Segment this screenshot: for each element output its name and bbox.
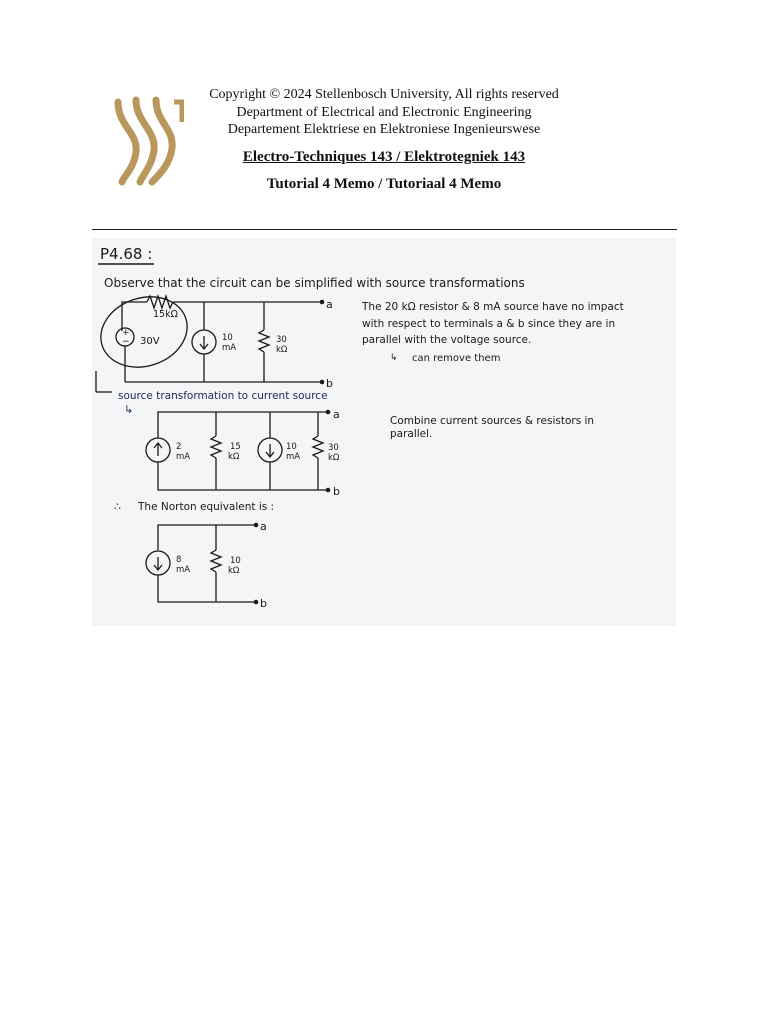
arrow-remove: ↳ (390, 353, 398, 363)
source-2ma-unit: mA (176, 452, 191, 462)
terminal-a-label: a (326, 298, 333, 311)
note-remove: can remove them (412, 353, 501, 364)
norton-resistor-unit: kΩ (228, 566, 240, 576)
department-english: Department of Electrical and Electronic Engineering (236, 104, 532, 120)
note-line-3: parallel with the voltage source. (362, 334, 532, 346)
norton-current-value: 8 (176, 555, 182, 565)
current-source-value: 10 (222, 333, 233, 343)
stellenbosch-logo (112, 96, 184, 186)
resistor-15k-unit: kΩ (228, 452, 240, 462)
combine-line-1: Combine current sources & resistors in (390, 415, 595, 427)
transform-text: source transformation to current source (118, 390, 328, 402)
minus-sign: − (122, 337, 130, 347)
terminal-a-label-2: a (333, 408, 340, 421)
norton-text: The Norton equivalent is : (138, 501, 275, 513)
tutorial-title: Tutorial 4 Memo / Tutoriaal 4 Memo (266, 175, 502, 192)
resistor-30k-unit: kΩ (328, 453, 340, 463)
parallel-resistor-unit: kΩ (276, 345, 288, 355)
terminal-b-label-3: b (260, 597, 267, 610)
norton-current-unit: mA (176, 565, 191, 575)
problem-label: P4.68 : (100, 245, 153, 263)
observe-text: Observe that the circuit can be simplified with source transformations (104, 276, 525, 290)
terminal-a-label-3: a (260, 520, 267, 533)
combine-line-2: parallel. (390, 428, 433, 440)
parallel-resistor-value: 30 (276, 335, 287, 345)
header-divider (92, 229, 677, 230)
terminal-b-label: b (326, 377, 333, 390)
source-2ma-value: 2 (176, 442, 182, 452)
voltage-source-label: 30V (140, 336, 160, 347)
department-afrikaans: Departement Elektriese en Elektroniese Ingenieurswese (227, 122, 541, 137)
terminal-b-label-2: b (333, 485, 340, 498)
current-source-unit: mA (222, 343, 237, 353)
document-header (190, 86, 578, 193)
copyright-line: Copyright © 2024 Stellenbosch University, All rights reserved (209, 87, 559, 102)
plus-sign: + (122, 328, 130, 338)
norton-resistor-value: 10 (230, 556, 241, 566)
source-10ma-value: 10 (286, 442, 297, 452)
therefore-symbol: ∴ (114, 500, 121, 513)
series-resistor-label: 15kΩ (153, 309, 178, 320)
handwritten-memo (92, 238, 676, 626)
note-line-1: The 20 kΩ resistor & 8 mA source have no impact (362, 301, 624, 313)
resistor-30k-value: 30 (328, 443, 339, 453)
resistor-15k-value: 15 (230, 442, 241, 452)
arrow-transform: ↳ (124, 403, 134, 416)
source-10ma-unit: mA (286, 452, 301, 462)
course-title: Electro-Techniques 143 / Elektrotegniek 143 (242, 148, 526, 165)
note-line-2: with respect to terminals a & b since they are in (362, 318, 616, 330)
